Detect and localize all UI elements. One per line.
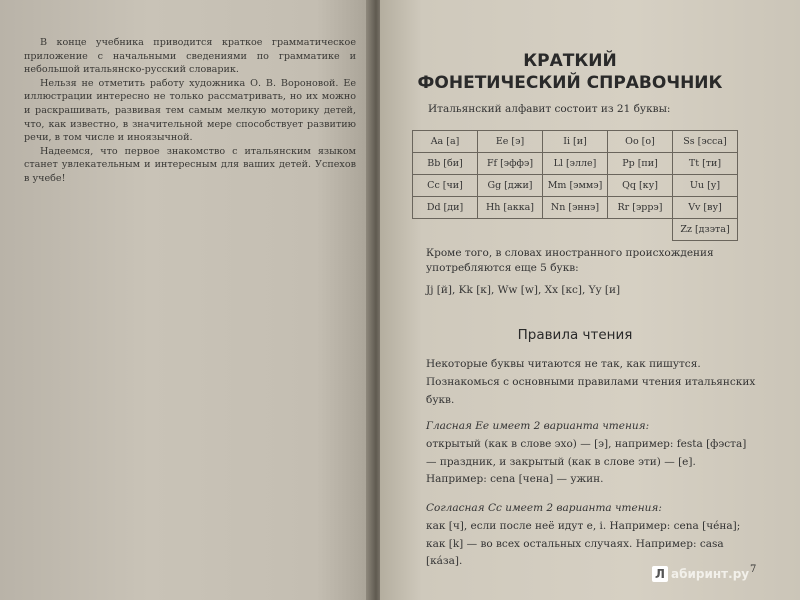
table-cell: Vv [ву] (673, 197, 738, 219)
table-row (413, 219, 738, 241)
consonant-c-text: как [ч], если после неё идут e, i. Например: cena [чéна]; как [k] — во всех остальных случаях. Например: casa [кáза]. (426, 519, 741, 568)
page-title-line-2: ФОНЕТИЧЕСКИЙ СПРАВОЧНИК (417, 73, 723, 93)
table-cell: Ff [эффэ] (478, 153, 543, 175)
table-cell-empty (543, 219, 608, 241)
table-cell: Dd [ди] (413, 197, 478, 219)
table-cell: Aa [а] (413, 131, 478, 153)
watermark (652, 566, 749, 582)
reading-rules-title: Правила чтения (517, 327, 633, 343)
table-cell: Uu [у] (673, 175, 738, 197)
table-cell: Ll [элле] (543, 153, 608, 175)
table-cell: Mm [эммэ] (543, 175, 608, 197)
page-title-line-1: КРАТКИЙ (523, 51, 617, 71)
extra-letters-note: Кроме того, в словах иностранного происхождения употребляются еще 5 букв: (426, 247, 714, 274)
page-title (400, 50, 740, 94)
left-page-text (24, 36, 356, 186)
table-cell-empty (608, 219, 673, 241)
vowel-e-text: открытый (как в слове эхо) — [э], например: festa [фэста] — праздник, и закрытый (как в слове эти) — [е]. Например: cena [чена] — ужин. (426, 437, 747, 486)
extra-letters: Jj [й], Kk [к], Ww [w], Xx [кс], Yy [и] (426, 284, 621, 296)
vowel-e-title: Гласная Ee имеет 2 варианта чтения: (426, 420, 650, 432)
table-cell: Pp [пи] (608, 153, 673, 175)
table-row (413, 197, 738, 219)
table-cell: Qq [ку] (608, 175, 673, 197)
table-row (413, 175, 738, 197)
table-cell: Cc [чи] (413, 175, 478, 197)
rules-intro-1: Некоторые буквы читаются не так, как пишутся. (426, 358, 701, 370)
table-cell: Nn [эннэ] (543, 197, 608, 219)
labirint-logo-icon: Л (652, 566, 668, 582)
table-cell: Ss [эсса] (673, 131, 738, 153)
consonant-c-section (426, 500, 756, 571)
table-row (413, 153, 738, 175)
watermark-text: абиринт.ру (671, 567, 750, 581)
alphabet-table (412, 130, 738, 241)
table-row (413, 131, 738, 153)
table-cell-empty (478, 219, 543, 241)
table-cell: Hh [акка] (478, 197, 543, 219)
table-cell: Gg [джи] (478, 175, 543, 197)
left-paragraph-3: Надеемся, что первое знакомство с итальянским языком станет увлекательным и интересным для ваших детей. Успехов в учебе! (24, 145, 356, 184)
table-cell: Zz [дзэта] (673, 219, 738, 241)
table-cell: Oo [о] (608, 131, 673, 153)
page-number: 7 (750, 564, 757, 575)
table-cell: Ee [э] (478, 131, 543, 153)
table-cell: Rr [эррэ] (608, 197, 673, 219)
table-cell: Ii [и] (543, 131, 608, 153)
alphabet-intro: Итальянский алфавит состоит из 21 буквы: (428, 103, 671, 115)
rules-intro-2: Познакомься с основными правилами чтения итальянских букв. (426, 375, 756, 406)
left-paragraph-1: В конце учебника приводится краткое грамматическое приложение с начальными сведениями по грамматике и небольшой итальянско-русский словарик. (24, 37, 356, 76)
table-cell-empty (413, 219, 478, 241)
table-cell: Bb [би] (413, 153, 478, 175)
consonant-c-title: Согласная Cc имеет 2 варианта чтения: (426, 502, 662, 514)
left-paragraph-2: Нельзя не отметить работу художника О. В. Вороновой. Ее иллюстрации интересно не только рассматривать, но их можно и раскрашивать, развивая тем самым мелкую моторику детей, что, как известно, в значительной мере способствует развитию речи, в том числе и иноязычной. (24, 77, 356, 144)
vowel-e-section (426, 418, 756, 489)
table-cell: Tt [ти] (673, 153, 738, 175)
rules-intro (426, 356, 756, 409)
